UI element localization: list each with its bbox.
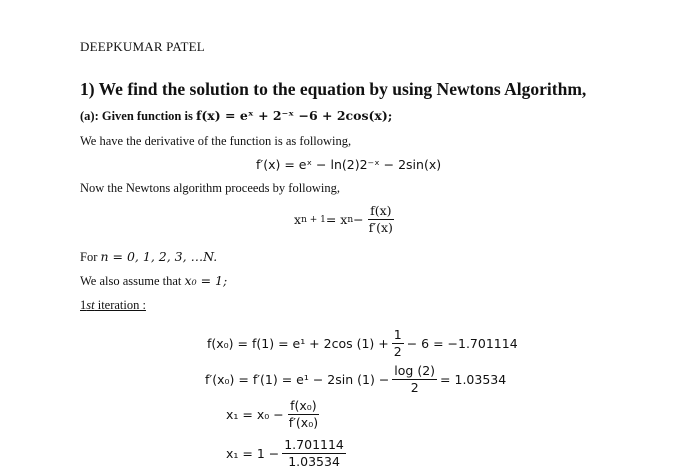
for-n-line: [80, 249, 217, 265]
for-n-math: n = 0, 1, 2, 3, …N.: [100, 249, 218, 264]
newton-numerator: f(x): [368, 204, 393, 220]
part-a-prefix: (a): Given function is: [80, 109, 196, 123]
x1-numeric-denominator: 1.03534: [288, 454, 340, 470]
newton-mid: = x: [325, 212, 348, 228]
newton-intro: Now the Newtons algorithm proceeds by following,: [80, 181, 341, 195]
x1-numeric-numerator: 1.701114: [282, 438, 346, 454]
newton-denominator: f′(x): [368, 220, 393, 236]
fx0-rhs: − 6 = −1.701114: [406, 336, 518, 352]
x1-denominator: f′(x₀): [288, 415, 319, 431]
fx0-equation: [207, 328, 518, 360]
x1-numeric-lhs: x₁ = 1 −: [226, 446, 280, 462]
x1-fraction: [287, 399, 320, 431]
iteration-ordinal: 1: [80, 298, 87, 312]
x1-lhs: x₁ = x₀ −: [226, 407, 284, 423]
author-name: DEEPKUMAR PATEL: [80, 39, 205, 54]
assume-prefix: We also assume that: [80, 274, 185, 288]
part-a-heading: [80, 108, 392, 124]
iteration-ordinal-suffix: st: [86, 298, 95, 312]
fpx0-numerator: log (2): [392, 364, 437, 380]
fx0-lhs: f(x₀) = f(1) = e¹ + 2cos (1) +: [207, 336, 389, 352]
assume-line: [80, 273, 227, 289]
fpx0-equation: [205, 364, 506, 396]
newton-lhs: x: [294, 212, 302, 228]
iteration-label: [80, 298, 146, 313]
fpx0-fraction: [392, 364, 437, 396]
derivative-intro: We have the derivative of the function is as following,: [80, 134, 352, 148]
given-function: f(x) = eˣ + 2⁻ˣ −6 + 2cos(x);: [195, 108, 393, 123]
fx0-fraction: [392, 328, 404, 360]
x1-equation: [226, 399, 323, 431]
for-n-prefix: For: [80, 250, 101, 264]
newton-fraction: [367, 204, 395, 236]
newton-equation: [294, 204, 398, 236]
fpx0-lhs: f′(x₀) = f′(1) = e¹ − 2sin (1) −: [205, 372, 390, 388]
fx0-numerator: 1: [392, 328, 404, 344]
x1-numeric-fraction: [282, 438, 346, 470]
newton-lhs-sub: n + 1: [301, 214, 326, 225]
section-heading: 1) We find the solution to the equation by using Newtons Algorithm,: [80, 79, 587, 99]
newton-minus: −: [353, 212, 364, 228]
assume-math: x₀ = 1;: [184, 273, 228, 288]
fpx0-denominator: 2: [410, 380, 419, 396]
fpx0-rhs: = 1.03534: [440, 372, 507, 388]
x1-numerator: f(x₀): [288, 399, 319, 415]
iteration-label-rest: iteration :: [94, 298, 146, 312]
derivative-equation: f′(x) = eˣ − ln(2)2⁻ˣ − 2sin(x): [256, 157, 442, 172]
x1-numeric-equation: [226, 438, 349, 470]
newton-mid-sub: n: [347, 214, 354, 225]
fx0-denominator: 2: [393, 344, 402, 360]
